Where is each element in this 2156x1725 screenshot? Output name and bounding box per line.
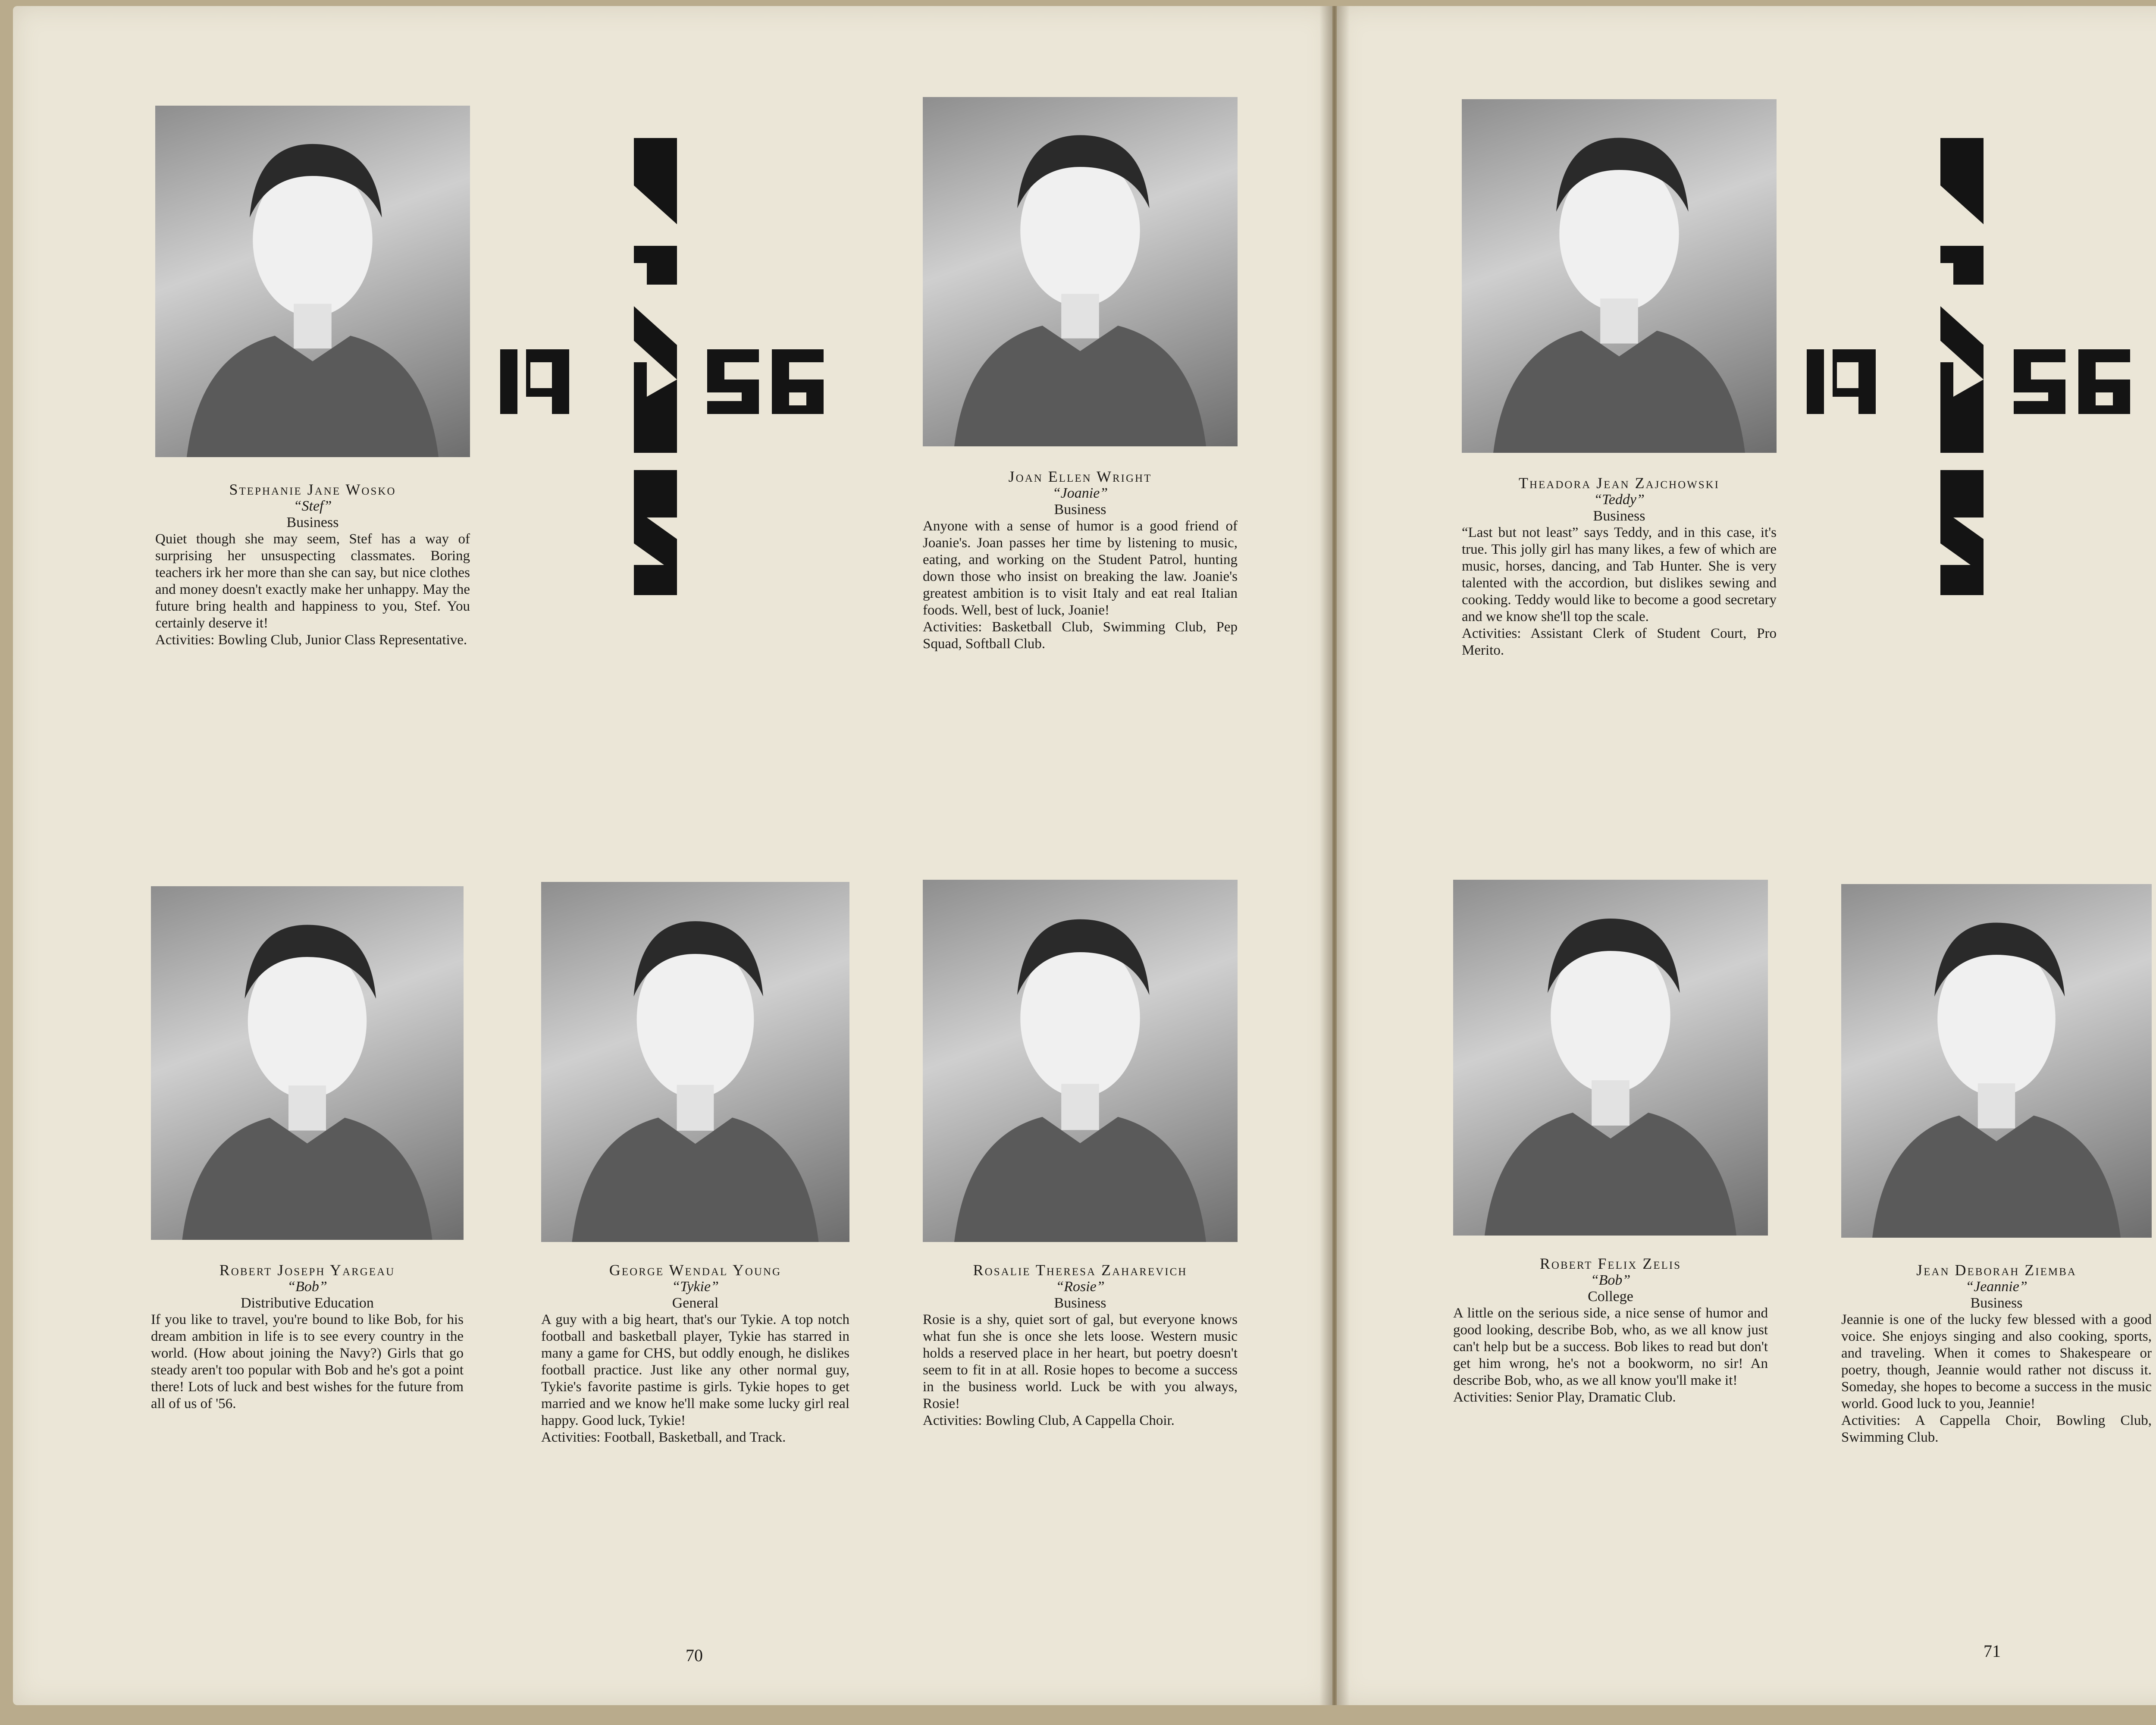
student-portrait [541, 882, 849, 1242]
student-nickname: “Bob” [287, 1279, 327, 1295]
student-name: Joan Ellen Wright [1008, 468, 1152, 485]
class-emblem-right [1807, 138, 2156, 604]
student-course: Distributive Education [241, 1295, 374, 1311]
student-nickname: “Joanie” [1052, 485, 1108, 501]
student-portrait [923, 880, 1238, 1242]
student-nickname: “Bob” [1590, 1272, 1631, 1288]
student-activities: Activities: Senior Play, Dramatic Club. [1453, 1389, 1676, 1405]
student-course: General [672, 1295, 719, 1311]
student-name: Robert Joseph Yargeau [219, 1261, 395, 1279]
student-name: George Wendal Young [609, 1261, 782, 1279]
student-name: Jean Deborah Ziemba [1916, 1261, 2077, 1279]
student-activities: Activities: Football, Basketball, and Track. [541, 1430, 786, 1445]
student-bio: “Last but not least” says Teddy, and in this case, it's true. This jolly girl has many likes, a few of which are music, horses, dancing, and Tab Hunter. She is very talented with the accordion, but dislikes sewing and cooking. Teddy would like to become a good secretary and we know she'll top the scale. [1462, 525, 1777, 624]
student-bio: A guy with a big heart, that's our Tykie. A top notch football and basketball player, Tykie has starred in many a game for CHS, but oddly enough, he dislikes football practice. Just like any other normal guy, Tykie's favorite pastime is girls. Tykie hopes to get married and we know he'll make some lucky girl real happy. Good luck, Tykie! [541, 1312, 849, 1428]
student-bio: Quiet though she may seem, Stef has a way of surprising her unsuspecting classmates. Boring teachers irk her more than she can say, but nice clothes and money doesn't exactly make her unhappy. May the future bring health and happiness to you, Stef. You certainly deserve it! [155, 531, 470, 631]
student-course: College [1588, 1289, 1633, 1305]
student-bio: Rosie is a shy, quiet sort of gal, but everyone knows what fun she is once she lets loose. Western music holds a reserved place in her heart, but poetry doesn't seem to fit in at all. Rosie hopes to become a success in the business world. Luck be with you always, Rosie! [923, 1312, 1238, 1411]
student-portrait [1462, 99, 1777, 453]
student-name: Rosalie Theresa Zaharevich [973, 1261, 1188, 1279]
student-bio: If you like to travel, you're bound to like Bob, for his dream ambition in life is to see every country in the world. (How about joining the Navy?) Girls that go steady aren't too popular with Bob and he's got a point there! Lots of luck and best wishes for the future from all of us of '56. [151, 1312, 464, 1411]
student-nickname: “Jeannie” [1965, 1279, 2028, 1295]
student-name: Robert Felix Zelis [1539, 1255, 1682, 1272]
page-number-left: 70 [686, 1646, 703, 1665]
student-portrait [1453, 880, 1768, 1236]
student-portrait [923, 97, 1238, 446]
student-name: Stephanie Jane Wosko [229, 481, 396, 498]
student-activities: Activities: Basketball Club, Swimming Club, Pep Squad, Softball Club. [923, 619, 1238, 652]
student-portrait [151, 886, 464, 1240]
student-course: Business [1970, 1295, 2023, 1311]
class-emblem-left [500, 138, 888, 604]
student-nickname: “Teddy” [1594, 492, 1645, 508]
student-bio: Anyone with a sense of humor is a good friend of Joanie's. Joan passes her time by listening to music, eating, and working on the Student Patrol, hunting down those who insist on breaking the law. Joanie's greatest ambition is to visit Italy and eat real Italian foods. Well, best of luck, Joanie! [923, 518, 1238, 618]
student-nickname: “Tykie” [672, 1279, 719, 1295]
student-activities: Activities: Assistant Clerk of Student Court, Pro Merito. [1462, 626, 1777, 658]
student-name: Theadora Jean Zajchowski [1518, 474, 1720, 492]
student-portrait [155, 106, 470, 457]
student-bio: A little on the serious side, a nice sense of humor and good looking, describe Bob, who, as we all know just can't help but be a success. Bob likes to read but don't get him wrong, he's not a bookworm, no sir! An describe Bob, who, as we all know you'll make it! [1453, 1305, 1768, 1388]
student-nickname: “Stef” [293, 498, 332, 514]
student-course: Business [1054, 1295, 1106, 1311]
student-nickname: “Rosie” [1056, 1279, 1105, 1295]
student-activities: Activities: Bowling Club, Junior Class Representative. [155, 632, 467, 648]
student-portrait [1841, 884, 2152, 1238]
student-course: Business [1593, 508, 1645, 524]
student-course: Business [286, 514, 339, 530]
student-activities: Activities: A Cappella Choir, Bowling Club, Swimming Club. [1841, 1413, 2152, 1445]
student-bio: Jeannie is one of the lucky few blessed with a good voice. She enjoys singing and also cooking, sports, and traveling. When it comes to Shakespeare or poetry, though, Jeannie would rather not discuss it. Someday, she hopes to become a success in the music world. Good luck to you, Jeannie! [1841, 1312, 2152, 1411]
page-number-right: 71 [1984, 1641, 2001, 1661]
student-course: Business [1054, 502, 1106, 518]
book-gutter [1319, 6, 1350, 1705]
student-activities: Activities: Bowling Club, A Cappella Choir. [923, 1413, 1175, 1428]
